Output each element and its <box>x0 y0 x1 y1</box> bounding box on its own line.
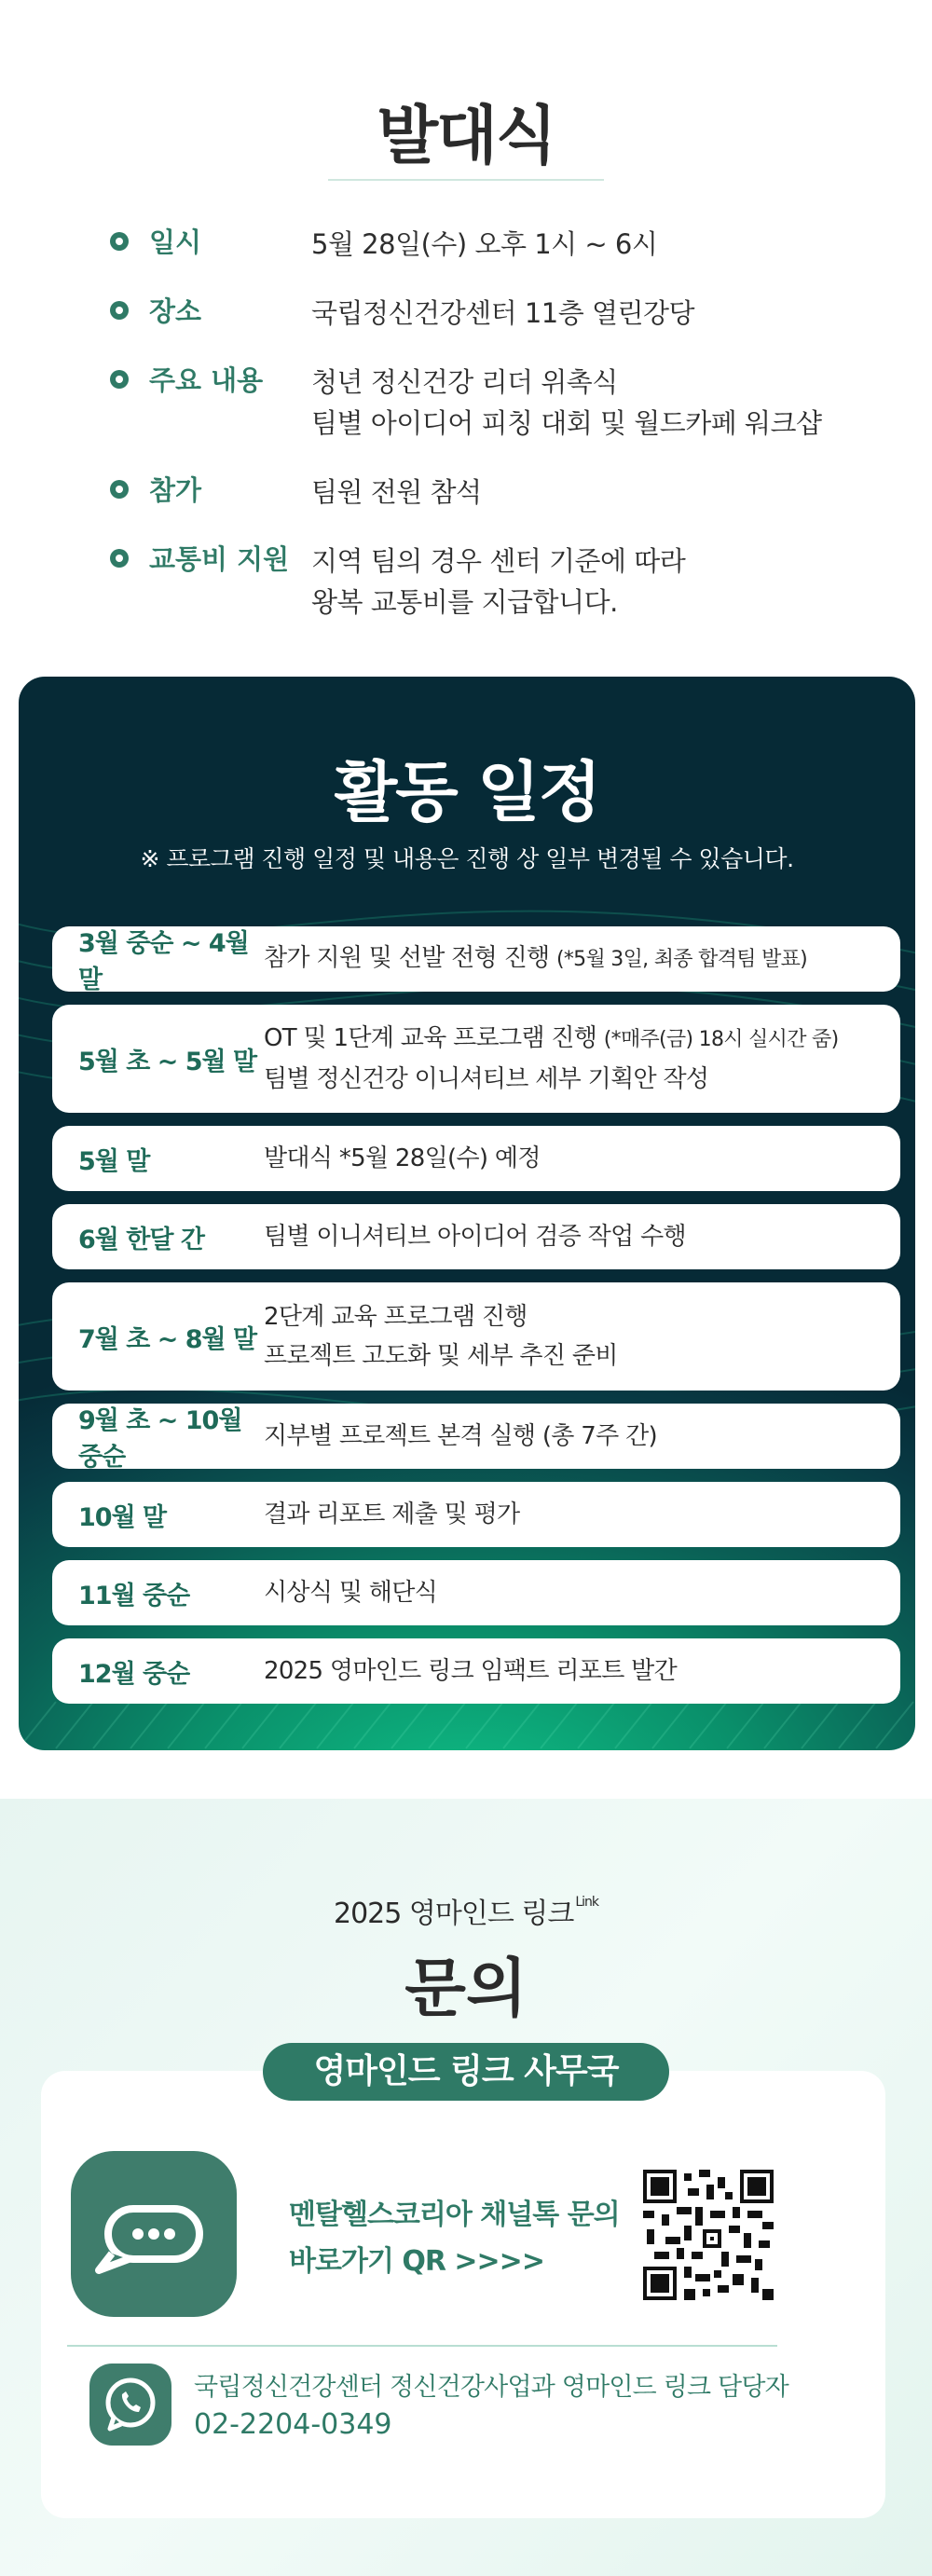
ceremony-info-list <box>110 224 856 651</box>
contact-kicker-text: 2025 영마인드 링크 <box>334 1898 574 1930</box>
schedule-desc-line2: 프로젝트 고도화 및 세부 추진 준비 <box>264 1342 618 1370</box>
schedule-desc: 시상식 및 해단식 <box>264 1579 438 1607</box>
schedule-desc-main: 참가 지원 및 선발 전형 진행 <box>264 944 556 972</box>
schedule-desc-note: (*5월 3일, 최종 합격팀 발표) <box>555 948 808 971</box>
schedule-note: ※ 프로그램 진행 일정 및 내용은 진행 상 일부 변경될 수 있습니다. <box>140 845 794 872</box>
chat-bubble-icon[interactable] <box>71 2151 237 2317</box>
contact-person <box>194 2369 788 2444</box>
contact-department: 국립정신건강센터 정신건강사업과 영마인드 링크 담당자 <box>194 2373 788 2402</box>
info-row-attendance <box>110 472 856 513</box>
schedule-desc: 결과 리포트 제출 및 평가 <box>264 1500 520 1528</box>
contact-phone[interactable]: 02-2204-0349 <box>194 2408 392 2441</box>
schedule-desc <box>264 939 807 980</box>
schedule-period: 11월 중순 <box>78 1581 190 1610</box>
schedule-period: 12월 중순 <box>78 1659 190 1689</box>
info-value <box>311 541 685 623</box>
schedule-period: 5월 초 ~ 5월 말 <box>78 1047 257 1076</box>
schedule-desc <box>264 1019 839 1099</box>
contact-kicker-sup: Link <box>575 1895 598 1910</box>
schedule-row <box>52 1404 900 1472</box>
info-row-date <box>110 224 856 265</box>
schedule-desc: 지부별 프로젝트 본격 실행 (총 7주 간) <box>264 1422 657 1450</box>
ceremony-section <box>0 0 932 671</box>
schedule-title: 활동 일정 <box>334 754 600 830</box>
circle-bullet-icon <box>110 370 129 389</box>
circle-bullet-icon <box>110 232 129 251</box>
schedule-period: 3월 중순 ~ 4월 말 <box>78 929 249 994</box>
info-value-line: 팀별 아이디어 피칭 대회 및 월드카페 워크샵 <box>311 407 822 439</box>
schedule-row <box>52 1482 900 1547</box>
info-value <box>311 224 657 265</box>
circle-bullet-icon <box>110 301 129 320</box>
whatsapp-icon <box>89 2364 171 2446</box>
schedule-desc-note: (*매주(금) 18시 실시간 줌) <box>603 1028 839 1051</box>
info-value-line: 지역 팀의 경우 센터 기준에 따라 <box>311 545 686 577</box>
info-value-line: 팀원 전원 참석 <box>311 476 482 508</box>
circle-bullet-icon <box>110 480 129 499</box>
schedule-desc-main: OT 및 1단계 교육 프로그램 진행 <box>264 1024 604 1052</box>
info-value-line: 왕복 교통비를 지급합니다. <box>311 586 618 618</box>
contact-title: 문의 <box>404 1953 528 2026</box>
contact-divider <box>67 2345 777 2347</box>
contact-section <box>0 1799 932 2576</box>
info-value <box>311 472 482 513</box>
schedule-period: 10월 말 <box>78 1502 167 1532</box>
info-value-line: 국립정신건강센터 11층 열린강당 <box>311 297 695 329</box>
info-label: 교통비 지원 <box>149 543 290 575</box>
info-row-transport <box>110 541 856 623</box>
qr-code-icon[interactable] <box>643 2170 774 2300</box>
chat-link[interactable] <box>289 2192 620 2285</box>
info-value <box>311 362 822 444</box>
schedule-desc-line2: 팀별 정신건강 이니셔티브 세부 기획안 작성 <box>264 1065 709 1093</box>
chat-link-line2: 바로가기 QR >>>> <box>289 2245 544 2278</box>
info-label: 주요 내용 <box>149 364 264 396</box>
info-value-line: 5월 28일(수) 오후 1시 ~ 6시 <box>311 228 658 260</box>
info-row-place <box>110 293 856 334</box>
info-label: 참가 <box>149 474 202 506</box>
info-label: 장소 <box>149 295 202 327</box>
schedule-period: 7월 초 ~ 8월 말 <box>78 1324 257 1354</box>
schedule-row <box>52 1638 900 1704</box>
title-divider <box>328 179 604 181</box>
schedule-row <box>52 926 900 992</box>
chat-link-line1: 멘탈헬스코리아 채널톡 문의 <box>289 2199 620 2231</box>
schedule-row <box>52 1005 900 1113</box>
office-badge: 영마인드 링크 사무국 <box>263 2043 669 2101</box>
info-row-content <box>110 362 856 444</box>
schedule-desc: 팀별 이니셔티브 아이디어 검증 작업 수행 <box>264 1223 686 1251</box>
contact-kicker <box>0 1890 932 1931</box>
ceremony-title: 발대식 <box>377 100 555 173</box>
schedule-desc: 발대식 *5월 28일(수) 예정 <box>264 1144 541 1172</box>
schedule-period: 5월 말 <box>78 1146 150 1176</box>
schedule-row <box>52 1282 900 1391</box>
circle-bullet-icon <box>110 549 129 568</box>
info-value-line: 청년 정신건강 리더 위촉식 <box>311 366 618 398</box>
schedule-desc: 2025 영마인드 링크 임팩트 리포트 발간 <box>264 1657 678 1685</box>
schedule-row <box>52 1126 900 1191</box>
schedule-row <box>52 1560 900 1625</box>
schedule-card <box>19 677 915 1750</box>
schedule-row <box>52 1204 900 1269</box>
schedule-period: 9월 초 ~ 10월 중순 <box>78 1406 242 1472</box>
schedule-desc-main: 2단계 교육 프로그램 진행 <box>264 1303 528 1331</box>
schedule-desc <box>264 1297 618 1376</box>
info-label: 일시 <box>149 226 202 258</box>
schedule-period: 6월 한달 간 <box>78 1225 204 1254</box>
info-value <box>311 293 694 334</box>
